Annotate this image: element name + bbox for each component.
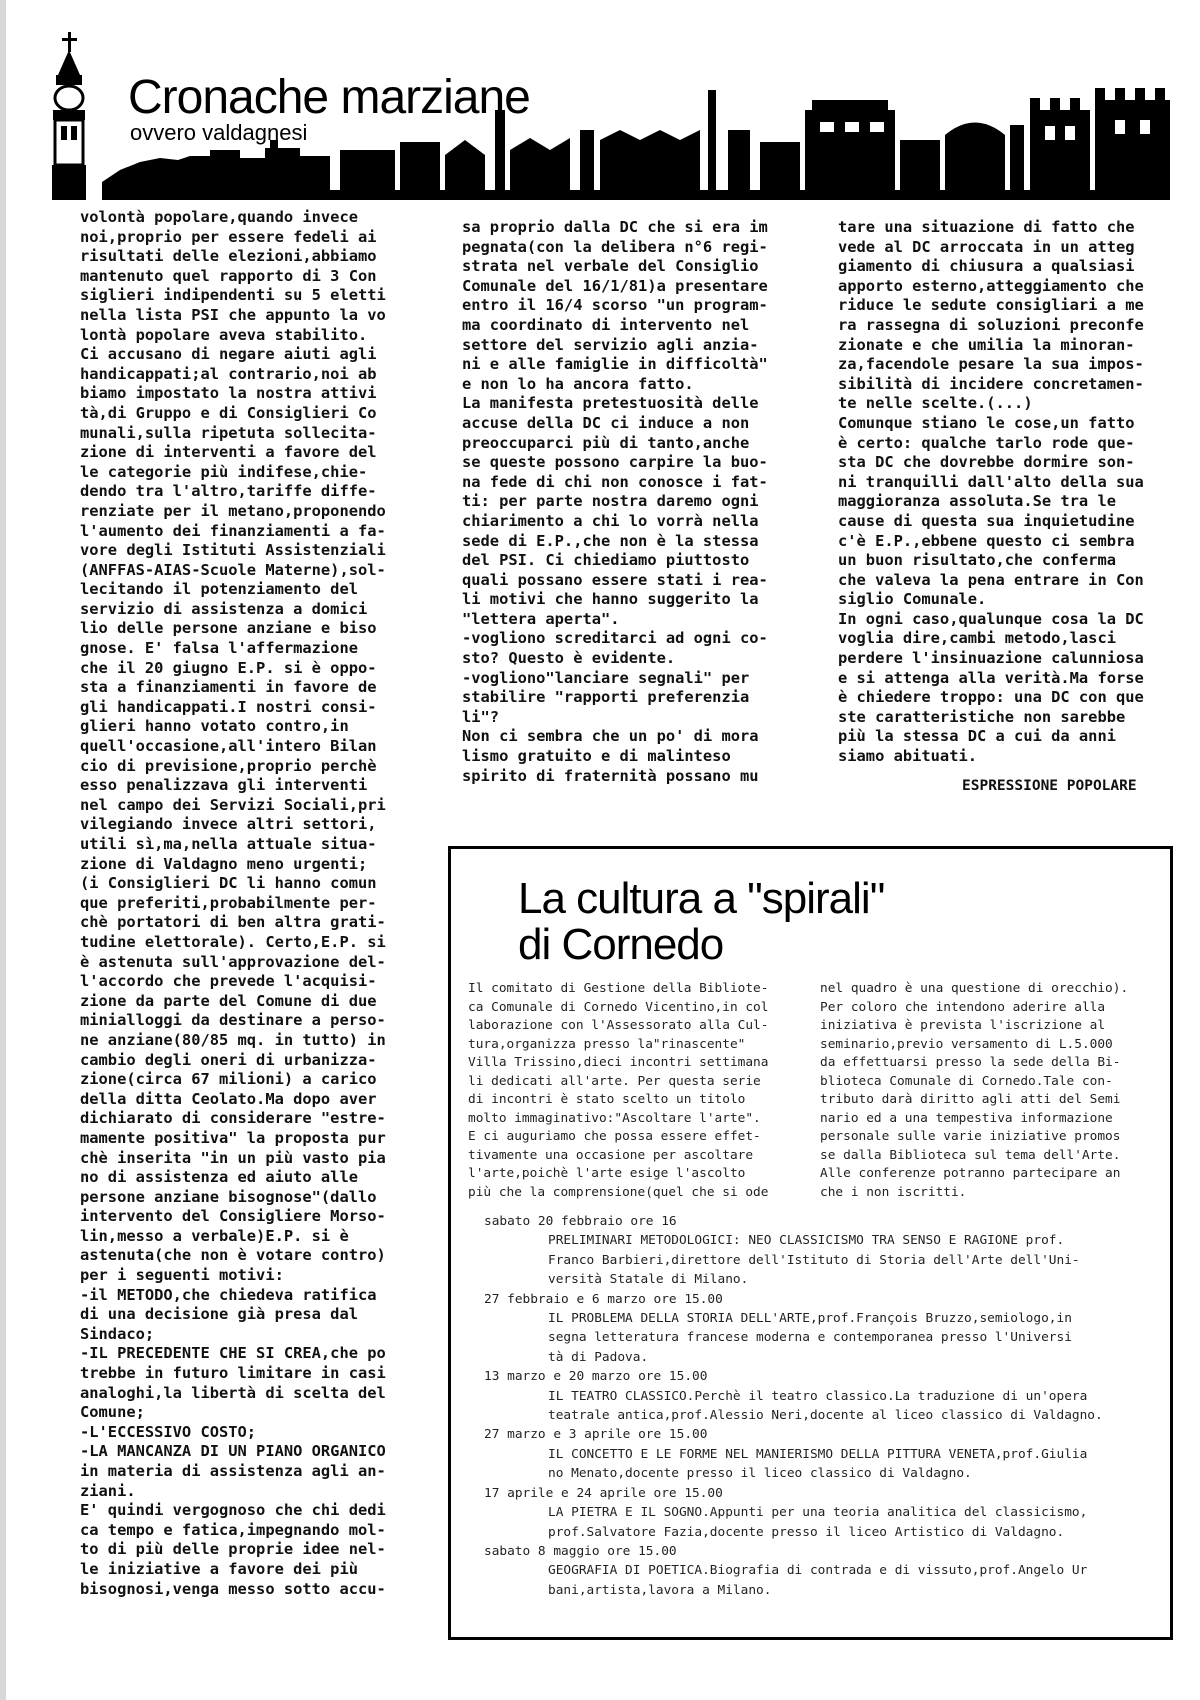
text-line: zione(circa 67 milioni) a carico [80,1070,377,1089]
text-line: zione di Valdagno meno urgenti; [80,854,368,873]
text-line: handicappati;al contrario,noi ab [80,364,377,383]
text-line: za,facendole pesare la sua impos- [838,355,1144,374]
text-line: stabilire "rapporti preferenzia [462,688,750,707]
text-line: tivamente una occasione per ascoltare [468,1147,754,1163]
schedule-item [484,1484,1164,1542]
text-line: munali,sulla ripetuta sollecita- [80,423,377,442]
schedule-description-line: bani,artista,lavora a Milano. [548,1582,772,1598]
text-line: ste caratteristiche non sarebbe [838,707,1126,726]
schedule-description-line: IL TEATRO CLASSICO.Perchè il teatro classico.La traduzione di un'opera [548,1388,1088,1404]
text-line: ca tempo e fatica,impegnando mol- [80,1520,386,1539]
text-line: zione da parte del Comune di due [80,991,377,1010]
schedule-date: sabato 20 febbraio ore 16 [484,1214,677,1229]
schedule-description-line: LA PIETRA E IL SOGNO.Appunti per una teoria analitica del classicismo, [548,1505,1088,1521]
schedule-item [484,1425,1164,1483]
text-line: personale sulle varie iniziative promos [820,1129,1121,1144]
text-line: un buon risultato,che conferma [838,551,1116,570]
text-line: sto? Questo è evidente. [462,649,676,668]
text-line: lin,messo a verbale)E.P. si è [80,1226,349,1245]
text-line: In ogni caso,qualunque cosa la DC [838,609,1144,628]
text-line: renziate per il metano,proponendo [80,501,386,520]
text-line: preoccuparci più di tanto,anche [462,433,750,452]
text-line: -IL PRECEDENTE CHE SI CREA,che po [80,1344,386,1363]
text-line: sta DC che dovrebbe dormire son- [838,453,1135,472]
text-line: esso penalizzava gli interventi [80,776,368,795]
text-line: siglio Comunale. [838,590,987,609]
text-line: lismo gratuito e di malinteso [462,747,731,766]
text-line: le iniziative a favore dei più [80,1559,358,1578]
text-line: Villa Trissino,dieci incontri settimana [468,1055,769,1070]
schedule-item [484,1290,1164,1368]
box-title-line-1: La cultura a "spirali" [518,874,885,923]
text-line: nario ed a una tempestiva informazione [820,1110,1113,1126]
text-line: cio di previsione,proprio perchè [80,756,377,775]
text-line: Comunque stiano le cose,un fatto [838,413,1135,432]
text-line: Non ci sembra che un po' di mora [462,727,759,746]
text-line: lio delle persone anziane e biso [80,619,377,638]
article-column-3 [838,218,1178,767]
text-line: se dalla Biblioteca sul tema dell'Arte. [820,1147,1121,1163]
schedule-description-line: prof.Salvatore Fazia,docente presso il liceo Artistico di Valdagno. [548,1524,1065,1540]
text-line: analoghi,la libertà di scelta del [80,1383,386,1402]
text-line: giamento di chiusura a qualsiasi [838,257,1135,276]
box-column-2 [820,980,1160,1202]
text-line: nel quadro è una questione di orecchio). [820,981,1129,996]
schedule-description-line: teatrale antica,prof.Alessio Neri,docente al liceo classico di Valdagno. [548,1408,1103,1424]
text-line: ma coordinato di intervento nel [462,315,750,334]
text-line: -vogliono screditarci ad ogni co- [462,629,768,648]
schedule-item [484,1367,1164,1425]
schedule-description-line: Franco Barbieri,direttore dell'Istituto di Storia dell'Arte dell'Uni- [548,1252,1080,1268]
text-line: settore del servizio agli anzia- [462,335,759,354]
masthead [40,30,1170,200]
text-line: Il comitato di Gestione della Bibliote- [468,981,769,996]
text-line: zione di interventi a favore del [80,443,377,462]
text-line: intervento del Consigliere Morso- [80,1207,386,1226]
text-line: ra rassegna di soluzioni preconfe [838,315,1144,334]
text-line: biamo impostato la nostra attivi [80,384,377,403]
text-line: gli handicappati.I nostri consi- [80,697,377,716]
schedule-description-line: tà di Padova. [548,1349,649,1365]
text-line: che il 20 giugno E.P. si è oppo- [80,658,377,677]
text-line: E ci auguriamo che possa essere effet- [468,1129,761,1144]
text-line: che valeva la pena entrare in Con [838,570,1144,589]
text-line: zionate e che umilia la minoran- [838,335,1135,354]
text-line: è astenuta sull'approvazione del- [80,952,386,971]
text-line: tura,organizza presso la"rinascente" [468,1036,746,1052]
text-line: accuse della DC ci induce a non [462,413,750,432]
text-line: "lettera aperta". [462,609,620,628]
text-line: sibilità di incidere concretamen- [838,374,1144,393]
text-line: chè inserita "in un più vasto pia [80,1148,386,1167]
schedule-description-line: segna letteratura francese moderna e contemporanea presso l'Universi [548,1330,1072,1346]
text-line: trebbe in futuro limitare in casi [80,1364,386,1383]
text-line: lontà popolare aveva stabilito. [80,325,368,344]
masthead-title: Cronache marziane [128,71,530,124]
schedule-description-line: GEOGRAFIA DI POETICA.Biografia di contrada e di vissuto,prof.Angelo Ur [548,1563,1088,1579]
box-column-1 [468,980,808,1202]
text-line: da effettuarsi presso la sede della Bi- [820,1055,1121,1070]
text-line: te nelle scelte.(...) [838,394,1033,413]
bell-tower-icon [52,32,86,200]
text-line: ni e alle famiglie in difficoltà" [462,355,768,374]
text-line: risultati delle elezioni,abbiamo [80,247,377,266]
text-line: ca Comunale di Cornedo Vicentino,in col [468,999,769,1015]
text-line: Per coloro che intendono aderire alla [820,999,1106,1015]
text-line: gnose. E' falsa l'affermazione [80,639,358,658]
text-line: e non lo ha ancora fatto. [462,374,694,393]
text-line: tributo darà diritto agli atti del Semi [820,1092,1121,1107]
text-line: più che la comprensione(quel che si ode [468,1184,769,1200]
page-edge [0,0,6,1700]
text-line: lecitando il potenziamento del [80,580,358,599]
text-line: mantenuto quel rapporto di 3 Con [80,266,377,285]
schedule-date: 13 marzo e 20 marzo ore 15.00 [484,1369,708,1385]
text-line: in materia di assistenza agli an- [80,1462,386,1480]
schedule-list [484,1212,1164,1600]
text-line: La manifesta pretestuosità delle [462,394,759,413]
text-line: riduce le sedute consigliari a me [838,296,1144,315]
text-line: chè portatori di ben altra grati- [80,913,386,932]
text-line: cambio degli oneri di urbanizza- [80,1050,377,1069]
text-line: apporto esterno,atteggiamento che [838,276,1144,295]
text-line: li motivi che hanno suggerito la [462,590,759,609]
text-line: Sindaco; [80,1324,155,1343]
text-line: perdere l'insinuazione calunniosa [838,649,1144,668]
text-line: l'arte,poichè l'arte esige l'ascolto [468,1166,746,1181]
text-line: ne anziane(80/85 mq. in tutto) in [80,1030,386,1049]
text-line: l'accordo che prevede l'acquisi- [80,972,377,991]
box-title-line-2: di Cornedo [518,920,724,969]
text-line: siamo abituati. [838,747,977,766]
text-line: sa proprio dalla DC che si era im [462,218,768,236]
text-line: -L'ECCESSIVO COSTO; [80,1422,257,1441]
schedule-date: 27 marzo e 3 aprile ore 15.00 [484,1427,708,1443]
text-line: nella lista PSI che appunto la vo [80,305,386,324]
schedule-description-line: versità Statale di Milano. [548,1272,749,1288]
text-line: più la stessa DC a cui da anni [838,727,1116,746]
text-line: strata nel verbale del Consiglio [462,257,759,276]
text-line: pegnata(con la delibera n°6 regi- [462,237,768,256]
schedule-item [484,1212,1164,1290]
text-line: è certo: qualche tarlo rode que- [838,433,1135,452]
text-line: vore degli Istituti Assistenziali [80,541,386,560]
schedule-date: 27 febbraio e 6 marzo ore 15.00 [484,1291,723,1307]
text-line: le categorie più indifese,chie- [80,462,368,481]
text-line: utili sì,ma,nella attuale situa- [80,835,377,853]
text-line: per i seguenti motivi: [80,1266,284,1285]
text-line: -LA MANCANZA DI UN PIANO ORGANICO [80,1442,386,1461]
article-column-2 [462,218,807,786]
text-line: sta a finanziamenti in favore de [80,678,377,697]
text-line: quali possano essere stati i rea- [462,570,768,589]
text-line: nel campo dei Servizi Sociali,pri [80,795,386,814]
article-signature: ESPRESSIONE POPOLARE [962,778,1137,794]
text-line: dichiarato di considerare "estre- [80,1109,386,1128]
text-line: ni tranquilli dall'alto della sua [838,472,1144,491]
text-line: volontà popolare,quando invece [80,208,358,226]
text-line: del PSI. Ci chiediamo piuttosto [462,551,750,570]
text-line: -vogliono"lanciare segnali" per [462,668,750,687]
text-line: ti: per parte nostra daremo ogni [462,492,759,511]
text-line: Comune; [80,1403,145,1422]
text-line: se queste possono carpire la buo- [462,453,768,472]
text-line: vilegiando invece altri settori, [80,815,377,834]
text-line: ziani. [80,1481,136,1500]
text-line: Alle conferenze potranno partecipare an [820,1166,1121,1181]
text-line: mamente positiva" la proposta pur [80,1128,386,1147]
article-column-1 [80,208,425,1599]
text-line: l'aumento dei finanziamenti a fa- [80,521,386,540]
text-line: persone anziane bisognose"(dallo [80,1187,377,1206]
text-line: spirito di fraternità possano mu [462,766,759,785]
text-line: vede al DC arroccata in un atteg [838,237,1135,256]
text-line: (i Consiglieri DC li hanno comun [80,874,377,893]
text-line: to di più delle proprie idee nel- [80,1540,386,1559]
text-line: astenuta(che non è votare contro) [80,1246,386,1265]
culture-box-title [518,876,884,968]
text-line: li"? [462,707,500,726]
text-line: dendo tra l'altro,tariffe diffe- [80,482,377,501]
text-line: di una decisione già presa dal [80,1305,358,1324]
text-line: li dedicati all'arte. Per questa serie [468,1073,761,1089]
text-line: no di assistenza ed aiuto alle [80,1168,358,1187]
text-line: è chiedere troppo: una DC con que [838,688,1144,707]
text-line: minialloggi da destinare a perso- [80,1011,386,1030]
text-line: E' quindi vergognoso che chi dedi [80,1501,386,1520]
text-line: chiarimento a chi lo vorrà nella [462,511,759,530]
text-line: blioteca Comunale di Cornedo.Tale con- [820,1073,1113,1089]
text-line: voglia dire,cambi metodo,lasci [838,629,1116,648]
text-line: iniziativa è prevista l'iscrizione al [820,1018,1106,1033]
text-line: siglieri indipendenti su 5 eletti [80,286,386,305]
schedule-description-line: IL PROBLEMA DELLA STORIA DELL'ARTE,prof.François Bruzzo,semiologo,in [548,1311,1072,1327]
text-line: laborazione con l'Assessorato alla Cul- [468,1018,769,1033]
text-line: glieri hanno votato contro,in [80,717,349,736]
schedule-date: sabato 8 maggio ore 15.00 [484,1543,677,1559]
schedule-item [484,1542,1164,1600]
schedule-description-line: IL CONCETTO E LE FORME NEL MANIERISMO DELLA PITTURA VENETA,prof.Giulia [548,1446,1088,1462]
text-line: della ditta Ceolato.Ma dopo aver [80,1089,377,1108]
text-line: tudine elettorale). Certo,E.P. si [80,932,386,951]
text-line: di incontri è stato scelto un titolo [468,1092,746,1107]
text-line: Comunale del 16/1/81)a presentare [462,276,768,295]
text-line: (ANFFAS-AIAS-Scuole Materne),sol- [80,560,386,579]
text-line: na fede di chi non conosce i fat- [462,472,768,491]
text-line: c'è E.P.,ebbene questo ci sembra [838,531,1135,550]
text-line: cause di questa sua inquietudine [838,511,1135,530]
text-line: -il METODO,che chiedeva ratifica [80,1285,377,1304]
text-line: tare una situazione di fatto che [838,218,1135,236]
text-line: e si attenga alla verità.Ma forse [838,668,1144,687]
text-line: molto immaginativo:"Ascoltare l'arte". [468,1110,761,1126]
masthead-subtitle: ovvero valdagnesi [130,120,308,145]
schedule-date: 17 aprile e 24 aprile ore 15.00 [484,1485,723,1501]
text-line: Ci accusano di negare aiuti agli [80,345,377,364]
text-line: servizio di assistenza a domici [80,599,368,618]
text-line: bisognosi,venga messo sotto accu- [80,1579,386,1598]
text-line: noi,proprio per essere fedeli ai [80,227,377,246]
text-line: maggioranza assoluta.Se tra le [838,492,1116,511]
schedule-description-line: no Menato,docente presso il liceo classico di Valdagno. [548,1466,972,1482]
schedule-description-line: PRELIMINARI METODOLOGICI: NEO CLASSICISMO TRA SENSO E RAGIONE prof. [548,1233,1065,1249]
text-line: seminario,previo versamento di L.5.000 [820,1036,1113,1052]
text-line: che i non iscritti. [820,1184,967,1200]
text-line: que preferiti,probabilmente per- [80,893,377,912]
text-line: entro il 16/4 scorso "un program- [462,296,768,315]
text-line: quell'occasione,all'intero Bilan [80,737,377,756]
text-line: tà,di Gruppo e di Consiglieri Co [80,403,377,422]
text-line: sede di E.P.,che non è la stessa [462,531,759,550]
